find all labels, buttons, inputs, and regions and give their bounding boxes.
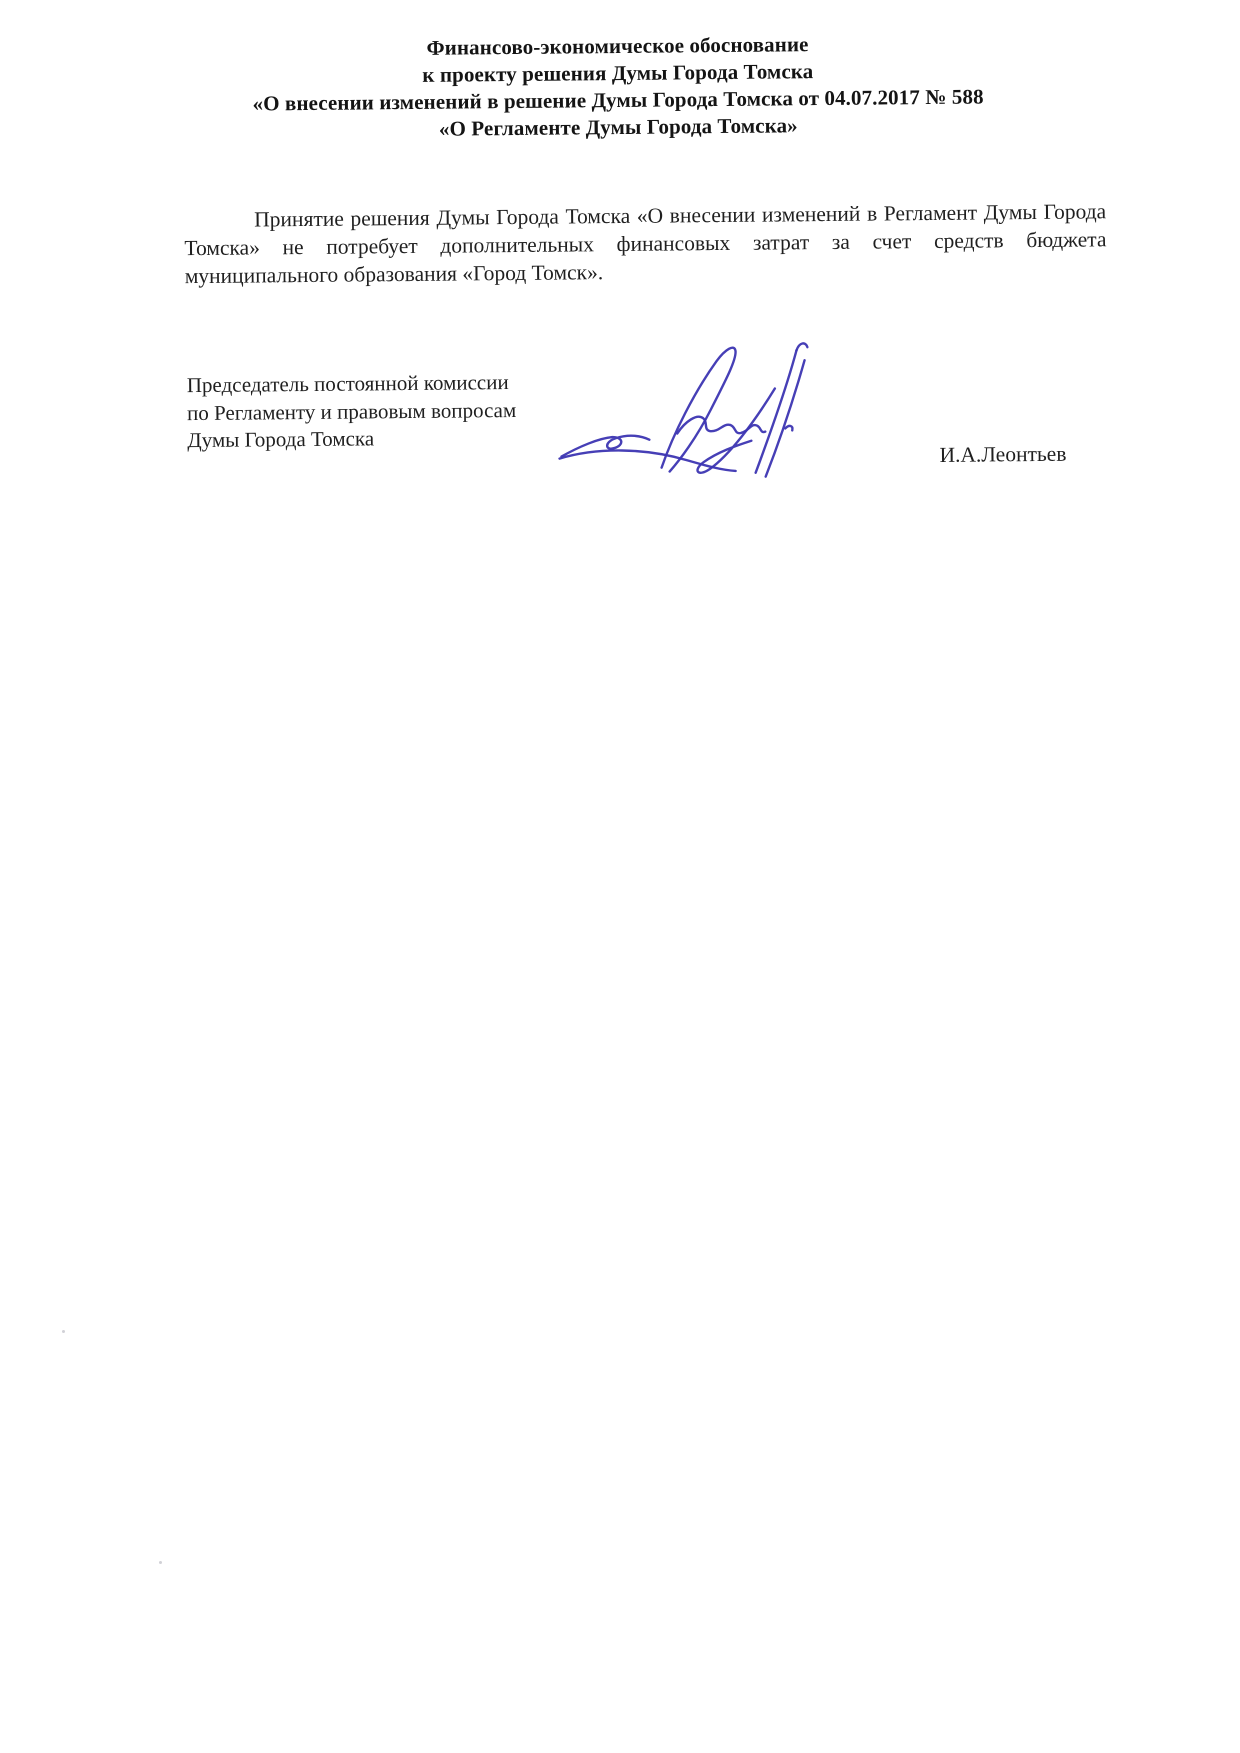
scan-artifact xyxy=(159,1561,162,1564)
position-line-3: Думы Города Томска xyxy=(187,426,375,453)
position-line-1: Председатель постоянной комиссии xyxy=(186,370,509,398)
title-line-2: к проекту решения Думы Города Томска xyxy=(422,59,814,87)
document-title xyxy=(67,28,1168,147)
title-line-3: «О внесении изменений в решение Думы Города Томска от 04.07.2017 № 588 xyxy=(252,84,984,116)
title-line-4: «О Регламенте Думы Города Томска» xyxy=(438,113,798,141)
position-line-2: по Регламенту и правовым вопросам xyxy=(186,397,517,425)
body-paragraph: Принятие решения Думы Города Томска «О внесении изменений в Регламент Думы Города Томска» не потребует дополнительных финансовых затрат за счет средств бюджета муниципального образования «Город Томск». xyxy=(184,199,1107,289)
signee-name: И.А.Леонтьев xyxy=(939,441,1067,467)
scan-artifact xyxy=(62,1330,65,1333)
handwritten-signature-icon xyxy=(548,328,809,480)
signature-position-block xyxy=(187,369,517,455)
title-line-1: Финансово-экономическое обоснование xyxy=(426,32,809,60)
